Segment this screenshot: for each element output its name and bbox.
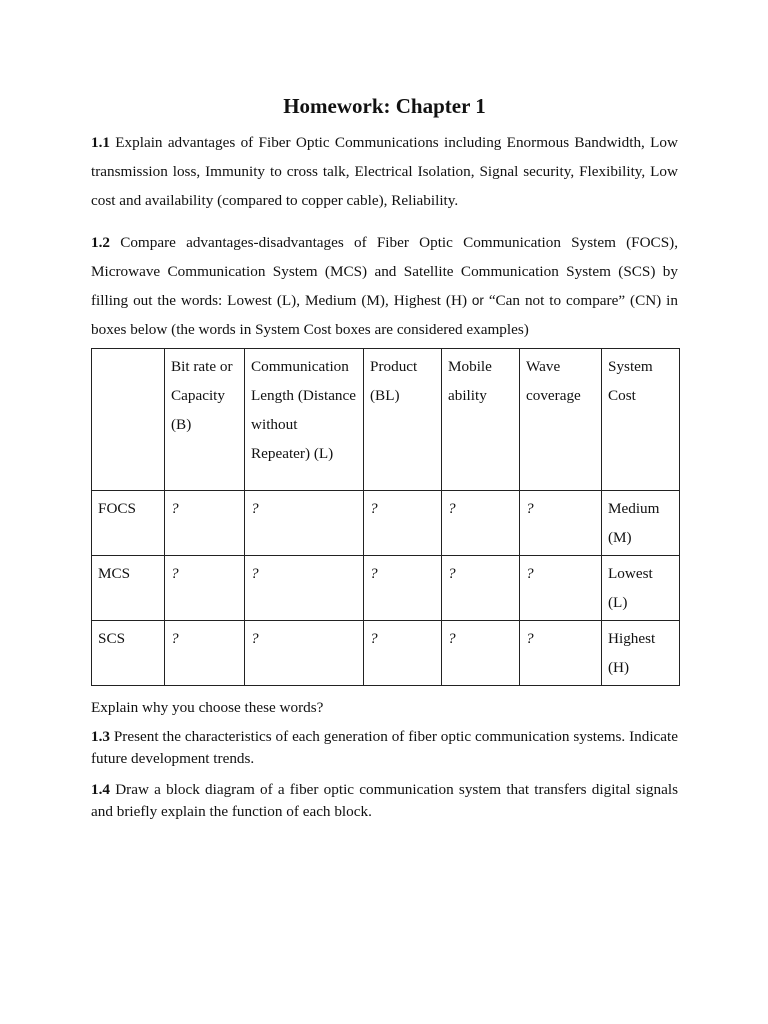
question-text: Explain advantages of Fiber Optic Communications including Enormous Bandwidth, Low transmission loss, Immunity to cross talk, Electrical Isolation, Signal security, Flexibility, Low cost and availability (compared to copper cable), Reliability. (91, 134, 678, 209)
question-text: Compare advantages-disadvantages of Fiber Optic Communication System (FOCS), Microwave Communication System (MCS) and Satellite Communication System (SCS) by filling out the words: Lowest (L), Medium (M), Highest (91, 234, 678, 309)
header-cell: System Cost (602, 349, 680, 491)
table-cell: ? (364, 621, 442, 686)
question-number: 1.4 (91, 781, 110, 798)
question-number: 1.2 (91, 234, 110, 251)
question-number: 1.1 (91, 134, 110, 151)
question-number: 1.3 (91, 728, 110, 745)
question-1-1 (91, 128, 678, 215)
page-title: Homework: Chapter 1 (283, 94, 486, 118)
table-cell: ? (520, 491, 602, 556)
question-1-2 (91, 228, 678, 344)
question-text: Draw a block diagram of a fiber optic communication system that transfers digital signals and briefly explain the function of each block. (91, 781, 678, 820)
comparison-table (91, 348, 680, 686)
explain-prompt: Explain why you choose these words? (91, 699, 324, 716)
table-cell: ? (364, 491, 442, 556)
header-cell: Communication Length (Distance without Repeater) (L) (245, 349, 364, 491)
table-row (92, 491, 680, 556)
cost-cell: Highest (H) (602, 621, 680, 686)
row-label: SCS (92, 621, 165, 686)
table-row (92, 621, 680, 686)
table-cell: ? (245, 556, 364, 621)
row-label: MCS (92, 556, 165, 621)
question-text: Present the characteristics of each generation of fiber optic communication systems. Indicate future development trends. (91, 728, 678, 767)
question-text-cont: “Can not to compare” (CN) in boxes below (the words in System Cost boxes are considered examples) (91, 292, 678, 338)
table-cell: ? (245, 621, 364, 686)
table-cell: ? (165, 491, 245, 556)
question-1-4 (91, 779, 678, 823)
table-cell: ? (165, 621, 245, 686)
question-1-3 (91, 726, 678, 770)
table-cell: ? (520, 621, 602, 686)
header-cell: Product (BL) (364, 349, 442, 491)
header-cell (92, 349, 165, 491)
table-cell: ? (245, 491, 364, 556)
or-word: or (467, 293, 489, 308)
table-cell: ? (442, 621, 520, 686)
table-cell: ? (442, 491, 520, 556)
table-header-row (92, 349, 680, 491)
highest-mark: (H) (445, 292, 468, 309)
table-cell: ? (364, 556, 442, 621)
table-row (92, 556, 680, 621)
cost-cell: Medium (M) (602, 491, 680, 556)
header-cell: Wave coverage (520, 349, 602, 491)
header-cell: Bit rate or Capacity (B) (165, 349, 245, 491)
table-cell: ? (165, 556, 245, 621)
row-label: FOCS (92, 491, 165, 556)
cost-cell: Lowest (L) (602, 556, 680, 621)
header-cell: Mobile ability (442, 349, 520, 491)
table-cell: ? (442, 556, 520, 621)
table-cell: ? (520, 556, 602, 621)
